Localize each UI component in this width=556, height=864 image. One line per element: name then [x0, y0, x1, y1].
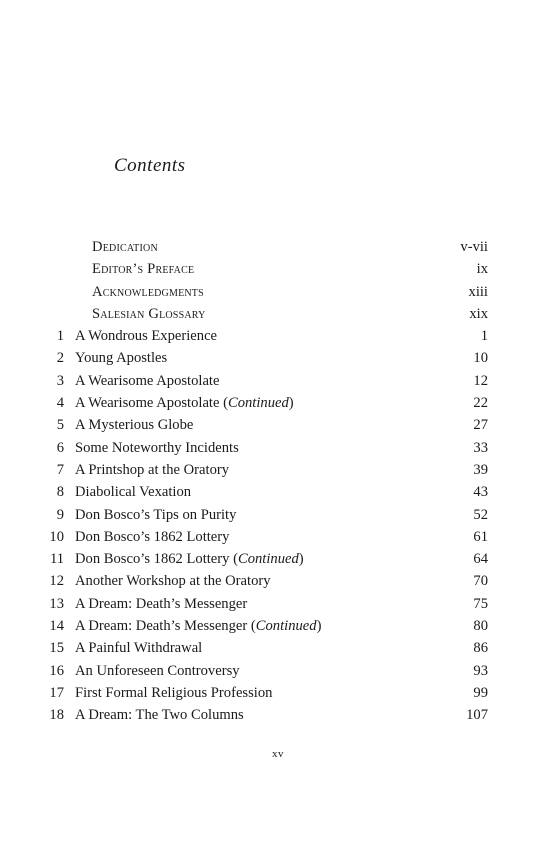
table-of-contents [40, 236, 488, 727]
entry-title: A Painful Withdrawal [75, 637, 205, 659]
entry-title: Diabolical Vexation [75, 481, 194, 503]
entry-title: Salesian Glossary [92, 303, 209, 325]
entry-page: 43 [440, 481, 488, 503]
entry-page: 107 [440, 704, 488, 726]
toc-entry-chapter-7[interactable] [40, 459, 488, 481]
toc-entry-chapter-2[interactable] [40, 347, 488, 369]
entry-title: A Wearisome Apostolate [75, 370, 222, 392]
toc-entry-chapter-8[interactable] [40, 481, 488, 503]
toc-entry-chapter-6[interactable] [40, 437, 488, 459]
toc-entry-chapter-1[interactable] [40, 325, 488, 347]
entry-title: Acknowledgments [92, 281, 207, 303]
entry-page: 99 [440, 682, 488, 704]
toc-entry-chapter-5[interactable] [40, 414, 488, 436]
entry-page: 1 [440, 325, 488, 347]
chapter-number: 12 [49, 573, 64, 590]
entry-page: 61 [440, 526, 488, 548]
chapter-number: 1 [56, 328, 64, 345]
entry-title: A Wearisome Apostolate [75, 395, 220, 412]
toc-entry-chapter-12[interactable] [40, 570, 488, 592]
toc-entry-chapter-18[interactable] [40, 704, 488, 726]
chapter-number: 16 [49, 662, 64, 679]
chapter-number: 8 [56, 484, 64, 501]
entry-page: 27 [440, 414, 488, 436]
entry-page: ix [440, 258, 488, 280]
chapter-number: 9 [56, 506, 64, 523]
entry-title: Young Apostles [75, 347, 170, 369]
entry-page: 80 [440, 615, 488, 637]
toc-entry-chapter-15[interactable] [40, 637, 488, 659]
entry-page: 10 [440, 347, 488, 369]
entry-title-suffix: Continued [255, 618, 317, 635]
page-folio: xv [272, 748, 284, 760]
entry-page: v-vii [440, 236, 488, 258]
entry-title-group: A Dream: Death’s Messenger (Continued) [75, 615, 324, 637]
toc-entry-chapter-4[interactable] [40, 392, 488, 414]
entry-title: Another Workshop at the Oratory [75, 570, 274, 592]
entry-title: A Dream: Death’s Messenger [75, 618, 248, 635]
chapter-number: 4 [56, 395, 64, 412]
chapter-number: 14 [49, 618, 64, 635]
chapter-number: 7 [56, 461, 64, 478]
chapter-number: 15 [49, 640, 64, 657]
entry-page: 22 [440, 392, 488, 414]
chapter-number: 13 [49, 595, 64, 612]
entry-page: 64 [440, 548, 488, 570]
entry-page: xix [440, 303, 488, 325]
entry-title: A Printshop at the Oratory [75, 459, 232, 481]
entry-title: A Wondrous Experience [75, 325, 220, 347]
entry-page: 52 [440, 504, 488, 526]
entry-page: 33 [440, 437, 488, 459]
entry-title: A Dream: The Two Columns [75, 704, 247, 726]
toc-entry-chapter-11[interactable] [40, 548, 488, 570]
toc-entry-chapter-17[interactable] [40, 682, 488, 704]
entry-title: First Formal Religious Profession [75, 682, 275, 704]
entry-page: 93 [440, 660, 488, 682]
entry-page: 12 [440, 370, 488, 392]
chapter-number: 18 [49, 707, 64, 724]
entry-page: xiii [440, 281, 488, 303]
entry-title: Don Bosco’s 1862 Lottery [75, 526, 232, 548]
entry-title: A Mysterious Globe [75, 414, 196, 436]
toc-entry-chapter-10[interactable] [40, 526, 488, 548]
toc-entry-acknowledgments[interactable] [40, 281, 488, 303]
chapter-number: 11 [49, 551, 64, 568]
entry-page: 75 [440, 593, 488, 615]
chapter-number: 10 [49, 528, 64, 545]
toc-entry-chapter-16[interactable] [40, 660, 488, 682]
toc-entry-dedication[interactable] [40, 236, 488, 258]
entry-title: Don Bosco’s 1862 Lottery [75, 551, 230, 568]
entry-page: 39 [440, 459, 488, 481]
chapter-number: 5 [56, 417, 64, 434]
toc-entry-editors-preface[interactable] [40, 258, 488, 280]
entry-title-suffix: Continued [227, 395, 289, 412]
entry-page: 86 [440, 637, 488, 659]
chapter-number: 6 [56, 439, 64, 456]
entry-page: 70 [440, 570, 488, 592]
entry-title: Editor’s Preface [92, 258, 197, 280]
entry-title: Some Noteworthy Incidents [75, 437, 242, 459]
entry-title-group: Don Bosco’s 1862 Lottery (Continued) [75, 548, 307, 570]
chapter-number: 17 [49, 684, 64, 701]
page-title: Contents [114, 155, 186, 176]
chapter-number: 3 [56, 372, 64, 389]
entry-title: A Dream: Death’s Messenger [75, 593, 250, 615]
toc-entry-chapter-13[interactable] [40, 593, 488, 615]
entry-title-suffix: Continued [237, 551, 299, 568]
entry-title: Don Bosco’s Tips on Purity [75, 504, 239, 526]
entry-title: Dedication [92, 236, 161, 258]
toc-entry-chapter-14[interactable] [40, 615, 488, 637]
toc-entry-chapter-3[interactable] [40, 370, 488, 392]
toc-entry-salesian-glossary[interactable] [40, 303, 488, 325]
chapter-number: 2 [56, 350, 64, 367]
entry-title: An Unforeseen Controversy [75, 660, 243, 682]
toc-entry-chapter-9[interactable] [40, 504, 488, 526]
entry-title-group: A Wearisome Apostolate (Continued) [75, 392, 297, 414]
